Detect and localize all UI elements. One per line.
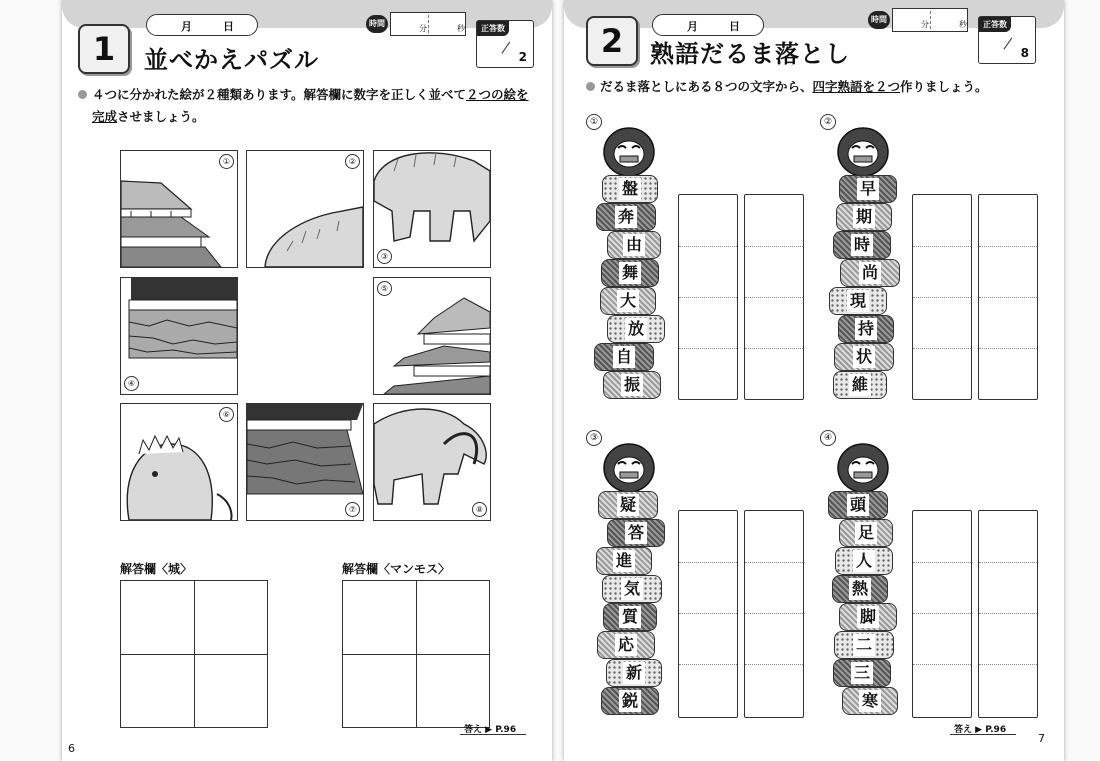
kanji-character: 足 bbox=[855, 522, 877, 544]
kanji-character: 頭 bbox=[847, 494, 869, 516]
daruma-block bbox=[607, 231, 661, 259]
answer-label-castle: 解答欄〈城〉 bbox=[120, 562, 193, 576]
answer-grid-castle[interactable] bbox=[120, 580, 268, 728]
tile-number: ② bbox=[345, 154, 360, 169]
kanji-character: 答 bbox=[625, 522, 647, 544]
castle-picture bbox=[374, 278, 490, 394]
score-total: 2 bbox=[518, 50, 527, 64]
page-gutter bbox=[552, 0, 564, 761]
daruma-block bbox=[597, 631, 655, 659]
kanji-character: 新 bbox=[623, 662, 645, 684]
score-label: 正答数 bbox=[979, 17, 1011, 32]
kanji-character: 進 bbox=[613, 550, 635, 572]
instruction-text: ４つに分かれた絵が２種類あります。解答欄に数字を正しく並べて bbox=[92, 87, 467, 102]
question-number: ③ bbox=[586, 430, 602, 446]
answer-divider bbox=[913, 664, 971, 665]
kanji-character: 盤 bbox=[619, 178, 641, 200]
daruma-block bbox=[834, 631, 894, 659]
grid-line bbox=[343, 654, 489, 655]
tile-number: ⑦ bbox=[345, 502, 360, 517]
kanji-character: 人 bbox=[853, 550, 875, 572]
question-number: ④ bbox=[820, 430, 836, 446]
kanji-character: 二 bbox=[853, 634, 875, 656]
answer-divider bbox=[745, 246, 803, 247]
answer-divider bbox=[913, 246, 971, 247]
date-field[interactable] bbox=[146, 14, 258, 36]
puzzle-tile-8 bbox=[373, 403, 491, 521]
mammoth-picture bbox=[374, 404, 490, 520]
puzzle-tile-4 bbox=[120, 277, 238, 395]
instruction-text: だるま落としにある８つの文字から、 bbox=[600, 79, 813, 94]
page-title: 熟語だるま落とし bbox=[650, 40, 850, 68]
answer-reference bbox=[464, 722, 516, 735]
kanji-character: 疑 bbox=[617, 494, 639, 516]
time-field[interactable] bbox=[390, 12, 466, 36]
kanji-character: 質 bbox=[619, 606, 641, 628]
day-label: 日 bbox=[729, 20, 740, 33]
answer-divider bbox=[979, 613, 1037, 614]
daruma-block bbox=[829, 287, 887, 315]
daruma-block bbox=[596, 203, 656, 231]
answer-column[interactable] bbox=[912, 194, 972, 400]
kanji-character: 現 bbox=[847, 290, 869, 312]
score-total: 8 bbox=[1020, 46, 1029, 60]
daruma-block bbox=[833, 231, 891, 259]
kanji-character: 振 bbox=[621, 374, 643, 396]
daruma-block bbox=[832, 575, 888, 603]
daruma-block bbox=[594, 343, 654, 371]
score-label: 正答数 bbox=[477, 21, 509, 36]
instruction bbox=[586, 76, 1056, 98]
time-divider bbox=[428, 15, 429, 33]
page-gutter bbox=[1064, 0, 1100, 761]
puzzle-tile-5 bbox=[373, 277, 491, 395]
time-field[interactable] bbox=[892, 8, 968, 32]
daruma-block bbox=[596, 547, 652, 575]
castle-picture bbox=[247, 404, 363, 520]
month-label: 月 bbox=[687, 20, 698, 33]
puzzle-tile-1 bbox=[120, 150, 238, 268]
instruction bbox=[78, 84, 538, 128]
instruction-emphasis: 四字熟語を２つ bbox=[812, 79, 901, 94]
question-number: ① bbox=[586, 114, 602, 130]
bullet-icon bbox=[78, 90, 87, 99]
answer-divider bbox=[679, 613, 737, 614]
answer-column[interactable] bbox=[744, 194, 804, 400]
kanji-character: 三 bbox=[851, 662, 873, 684]
right-page bbox=[564, 0, 1064, 761]
tile-number: ⑥ bbox=[219, 407, 234, 422]
mammoth-picture bbox=[374, 151, 490, 267]
reference-underline bbox=[950, 734, 1016, 735]
score-slash bbox=[501, 42, 510, 54]
answer-divider bbox=[913, 562, 971, 563]
answer-divider bbox=[913, 613, 971, 614]
problem-number: 2 bbox=[586, 16, 638, 66]
answer-reference bbox=[954, 722, 1006, 735]
answer-grid-mammoth[interactable] bbox=[342, 580, 490, 728]
day-label: 日 bbox=[223, 20, 234, 33]
kanji-character: 舞 bbox=[619, 262, 641, 284]
page-number: 6 bbox=[68, 742, 75, 755]
answer-divider bbox=[979, 664, 1037, 665]
time-label: 時間 bbox=[366, 15, 388, 33]
mammoth-picture bbox=[247, 151, 363, 267]
instruction-emphasis: 完成 bbox=[92, 109, 118, 124]
answer-divider bbox=[679, 246, 737, 247]
kanji-character: 自 bbox=[613, 346, 635, 368]
answer-divider bbox=[979, 562, 1037, 563]
time-divider bbox=[930, 11, 931, 29]
answer-column[interactable] bbox=[678, 194, 738, 400]
second-unit: 秒 bbox=[959, 20, 967, 29]
daruma-block bbox=[839, 603, 897, 631]
puzzle-tile-6 bbox=[120, 403, 238, 521]
daruma-block bbox=[606, 659, 662, 687]
daruma-block bbox=[836, 203, 892, 231]
answer-divider bbox=[745, 613, 803, 614]
puzzle-tile-7 bbox=[246, 403, 364, 521]
castle-picture bbox=[121, 151, 237, 267]
tile-number: ③ bbox=[377, 249, 392, 264]
answer-divider bbox=[745, 348, 803, 349]
tile-number: ④ bbox=[124, 376, 139, 391]
date-field[interactable] bbox=[652, 14, 764, 36]
daruma-block bbox=[838, 315, 894, 343]
answer-divider bbox=[913, 297, 971, 298]
answer-column[interactable] bbox=[744, 510, 804, 718]
score-box[interactable] bbox=[476, 20, 534, 68]
second-unit: 秒 bbox=[457, 24, 465, 33]
kanji-character: 応 bbox=[615, 634, 637, 656]
puzzle-tile-3 bbox=[373, 150, 491, 268]
daruma-block bbox=[598, 491, 658, 519]
daruma-block bbox=[833, 371, 887, 399]
kanji-character: 放 bbox=[625, 318, 647, 340]
answer-label-mammoth: 解答欄〈マンモス〉 bbox=[342, 562, 451, 576]
kanji-character: 維 bbox=[849, 374, 871, 396]
answer-divider bbox=[745, 562, 803, 563]
daruma-block bbox=[607, 519, 665, 547]
answer-column[interactable] bbox=[978, 510, 1038, 718]
answer-divider bbox=[979, 297, 1037, 298]
kanji-character: 持 bbox=[855, 318, 877, 340]
daruma-block bbox=[839, 519, 893, 547]
answer-divider bbox=[679, 297, 737, 298]
bullet-icon bbox=[586, 82, 595, 91]
daruma-block bbox=[828, 491, 888, 519]
page-gutter bbox=[0, 0, 62, 761]
castle-picture bbox=[121, 278, 237, 394]
answer-reference-text: 答え ▶ P.96 bbox=[464, 725, 517, 735]
daruma-block bbox=[601, 259, 659, 287]
daruma-head-icon bbox=[602, 440, 656, 492]
kanji-character: 熱 bbox=[849, 578, 871, 600]
kanji-character: 早 bbox=[857, 178, 879, 200]
daruma-head-icon bbox=[836, 124, 890, 176]
daruma-block bbox=[602, 175, 658, 203]
daruma-block bbox=[607, 315, 665, 343]
kanji-character: 由 bbox=[623, 234, 645, 256]
daruma-block bbox=[833, 659, 891, 687]
kanji-character: 尚 bbox=[859, 262, 881, 284]
instruction-text: させましょう。 bbox=[117, 109, 205, 124]
answer-divider bbox=[979, 246, 1037, 247]
daruma-block bbox=[602, 575, 662, 603]
kanji-character: 時 bbox=[851, 234, 873, 256]
daruma-head-icon bbox=[836, 440, 890, 492]
page-number: 7 bbox=[1038, 732, 1045, 745]
problem-number: 1 bbox=[78, 24, 130, 74]
kanji-character: 鋭 bbox=[619, 690, 641, 712]
answer-column[interactable] bbox=[978, 194, 1038, 400]
answer-divider bbox=[679, 562, 737, 563]
minute-unit: 分 bbox=[921, 20, 929, 29]
tile-number: ① bbox=[219, 154, 234, 169]
daruma-block bbox=[600, 287, 656, 315]
tile-number: ⑤ bbox=[377, 281, 392, 296]
puzzle-tile-2 bbox=[246, 150, 364, 268]
grid-line bbox=[121, 654, 267, 655]
page-title: 並べかえパズル bbox=[144, 46, 319, 74]
kanji-character: 期 bbox=[853, 206, 875, 228]
tile-number: ⑧ bbox=[472, 502, 487, 517]
daruma-block bbox=[601, 687, 659, 715]
answer-divider bbox=[745, 297, 803, 298]
instruction-text: 作りましょう。 bbox=[900, 79, 988, 94]
answer-column[interactable] bbox=[912, 510, 972, 718]
left-page bbox=[62, 0, 552, 761]
daruma-block bbox=[834, 343, 894, 371]
kanji-character: 状 bbox=[853, 346, 875, 368]
kanji-character: 奔 bbox=[615, 206, 637, 228]
daruma-block bbox=[603, 371, 661, 399]
month-label: 月 bbox=[181, 20, 192, 33]
daruma-block bbox=[835, 547, 893, 575]
daruma-block bbox=[842, 687, 898, 715]
answer-divider bbox=[679, 348, 737, 349]
time-label: 時間 bbox=[868, 11, 890, 29]
mammoth-picture bbox=[121, 404, 237, 520]
reference-underline bbox=[460, 734, 526, 735]
answer-divider bbox=[679, 664, 737, 665]
daruma-block bbox=[603, 603, 657, 631]
minute-unit: 分 bbox=[419, 24, 427, 33]
answer-divider bbox=[913, 348, 971, 349]
answer-column[interactable] bbox=[678, 510, 738, 718]
answer-divider bbox=[979, 348, 1037, 349]
instruction-emphasis: ２つの絵を bbox=[466, 87, 529, 102]
score-box[interactable] bbox=[978, 16, 1036, 64]
question-number: ② bbox=[820, 114, 836, 130]
score-slash bbox=[1003, 38, 1012, 50]
kanji-character: 寒 bbox=[859, 690, 881, 712]
answer-reference-text: 答え ▶ P.96 bbox=[954, 725, 1007, 735]
answer-divider bbox=[745, 664, 803, 665]
daruma-block bbox=[840, 259, 900, 287]
daruma-head-icon bbox=[602, 124, 656, 176]
kanji-character: 脚 bbox=[857, 606, 879, 628]
daruma-block bbox=[839, 175, 897, 203]
kanji-character: 気 bbox=[621, 578, 643, 600]
kanji-character: 大 bbox=[617, 290, 639, 312]
